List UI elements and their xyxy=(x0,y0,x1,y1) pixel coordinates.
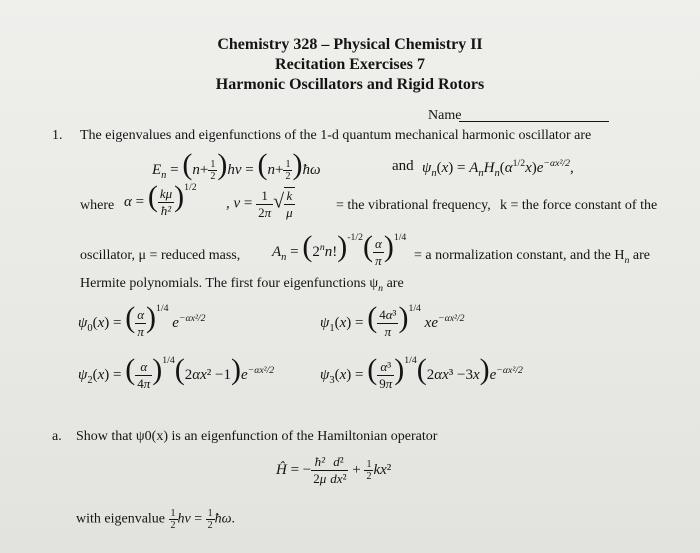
nu-definition: , ν = $\frac{1}{2\pi}$ √ $\frac{k}{\mu}$ xyxy=(226,187,293,220)
normalization-definition: $A_n = (2^nn!)^{-1/2}$( $\frac{\alpha}{\pi}$ )$^{1/4}$ xyxy=(272,230,407,269)
name-field xyxy=(428,108,615,124)
course-title: Chemistry 328 – Physical Chemistry II xyxy=(217,36,483,53)
hermite-text-end: are xyxy=(386,276,404,291)
psi2-equation: $\psi_2(x)$ = ( $\frac{\alpha}{4\pi}$ )$^{1/4}(2\alpha x^2 -1)e^{-\alpha x^2/2}$ xyxy=(78,353,275,392)
psi0-equation: $\psi_0(x)$ = ( $\frac{\alpha}{\pi}$ )$^{1/4}$ $e^{-\alpha x^2/2}$ xyxy=(78,301,206,340)
hermite-text: Hermite polynomials. The first four eigenfunctions $\psi_n$ are xyxy=(80,276,404,294)
problem-number: 1. xyxy=(52,128,63,143)
hamiltonian-equation: Ĥ = − $\frac{\text{ħ²}}{2\mu}$ $\frac{\text{d²}}{\text{dx²}}$ + $\frac{1}{2}$ kx² xyxy=(276,454,392,486)
exercise-title: Recitation Exercises 7 xyxy=(275,56,425,73)
problem-intro: The eigenvalues and eigenfunctions of the 1-d quantum mechanical harmonic oscillator are xyxy=(80,128,592,143)
where-word: where xyxy=(80,198,115,213)
norm-desc-end: are xyxy=(632,248,650,263)
part-a-label: a. xyxy=(52,429,62,444)
psi3-equation: $\psi_3(x)$ = ( $\frac{\text{α³}}{9\pi}$ )$^{1/4}(2\alpha x^3 -3x)e^{-\alpha x^2/2}$ xyxy=(320,353,523,392)
nu-description: = the vibrational frequency, xyxy=(336,198,491,213)
psi1-equation: $\psi_1(x)$ = ( $\frac{\text{4α³}}{\pi}$ )$^{1/4}$ $xe^{-\alpha x^2/2}$ xyxy=(320,301,465,340)
hermite-text-main: Hermite polynomials. The first four eigenfunctions ψ xyxy=(80,276,379,291)
name-line xyxy=(459,121,609,122)
wavefunction-equation: $\psi_n(x) = A_nH_n(\alpha^{1/2}x)e^{-\alpha x^2/2}$, xyxy=(422,158,574,179)
alpha-definition: α = ( $\frac{k\mu}{\text{ħ²}}$ )$^{1/2}$ xyxy=(124,180,197,219)
part-a-text: Show that ψ0(x) is an eigenfunction of the Hamiltonian operator xyxy=(76,429,438,444)
and-word: and xyxy=(392,158,414,174)
topic-title: Harmonic Oscillators and Rigid Rotors xyxy=(215,76,485,93)
oscillator-text: oscillator, μ = reduced mass, xyxy=(80,248,241,263)
norm-desc-text: = a normalization constant, and the H xyxy=(414,248,625,263)
normalization-description: = a normalization constant, and the $H_n$ are xyxy=(414,248,650,266)
eigenvalue-text: with eigenvalue $\frac{1}{2}$ hν = $\frac{1}{2}$ ħω. xyxy=(76,508,236,531)
k-description: k = the force constant of the xyxy=(500,198,658,213)
name-label: Name xyxy=(428,108,462,123)
energy-equation: $E_n = (n+$ $\frac{1}{2}$ )hν = (n+ $\frac{1}{2}$ )ħω xyxy=(152,148,321,183)
